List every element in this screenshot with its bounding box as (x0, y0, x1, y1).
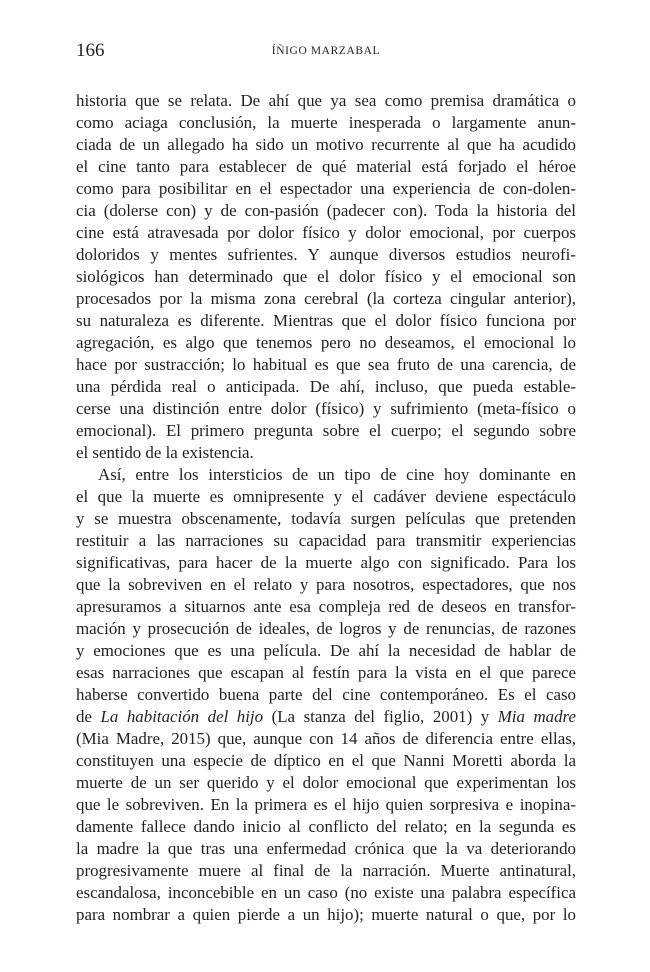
text-line: que la sobreviven en el relato y para nosotros, espectadores, que nos (76, 575, 576, 594)
text-line: y se muestra obscenamente, todavía surgen películas que pretenden (76, 509, 576, 528)
text-line: el sentido de la existencia. (76, 443, 254, 462)
text-line: la madre la que tras una enfermedad crónica que la va deteriorando (76, 839, 576, 858)
text-line: hace por sustracción; lo habitual es que sea fruto de una carencia, de (76, 355, 576, 374)
text-line: damente fallece dando inicio al conflicto del relato; en la segunda es (76, 817, 576, 836)
text-line: una pérdida real o anticipada. De ahí, incluso, que pueda estable- (76, 377, 576, 396)
paragraph-2-part-b (76, 728, 576, 926)
text-line: su naturaleza es diferente. Mientras que el dolor físico funciona por (76, 311, 576, 330)
text-line: ciada de un allegado ha sido un motivo recurrente al que ha acudido (76, 135, 576, 154)
text-line: restituir a las narraciones su capacidad para transmitir experiencias (76, 531, 576, 550)
text-line: doloridos y mentes sufrientes. Y aunque diversos estudios neurofi- (76, 245, 576, 264)
text-line: emocional). El primero pregunta sobre el cuerpo; el segundo sobre (76, 421, 576, 440)
page-header (76, 40, 576, 66)
text-line: mación y prosecución de ideales, de logros y de renuncias, de razones (76, 619, 576, 638)
text-line: siológicos han determinado que el dolor físico y el emocional son (76, 267, 576, 286)
text-line: el que la muerte es omnipresente y el cadáver deviene espectáculo (76, 487, 576, 506)
paragraph-1 (76, 90, 576, 464)
page-number: 166 (76, 40, 105, 61)
text-fragment: de (76, 707, 101, 726)
text-line: el cine tanto para establecer de qué material está forjado el héroe (76, 157, 576, 176)
text-line: cine está atravesada por dolor físico y dolor emocional, por cuerpos (76, 223, 576, 242)
text-line: historia que se relata. De ahí que ya sea como premisa dramática o (76, 91, 576, 110)
body-text (76, 90, 576, 926)
text-line: que le sobreviven. En la primera es el hijo quien sorpresiva e inopina- (76, 795, 576, 814)
text-line: como aciaga conclusión, la muerte inesperada o largamente anun- (76, 113, 576, 132)
text-line: constituyen una especie de díptico en el que Nanni Moretti aborda la (76, 751, 576, 770)
text-line: significativas, para hacer de la muerte algo con significado. Para los (76, 553, 576, 572)
running-head: ÍÑIGO MARZABAL (271, 45, 381, 57)
text-line: agregación, es algo que tenemos pero no deseamos, el emocional lo (76, 333, 576, 352)
text-line: Así, entre los intersticios de un tipo de cine hoy dominante en (98, 465, 576, 484)
text-line: escandalosa, inconcebible en un caso (no existe una palabra específica (76, 883, 576, 902)
text-line: muerte de un ser querido y el dolor emocional que experimentan los (76, 773, 576, 792)
text-line-with-titles (76, 706, 576, 728)
text-line: haberse convertido buena parte del cine contemporáneo. Es el caso (76, 685, 576, 704)
text-line: como para posibilitar en el espectador una experiencia de con-dolen- (76, 179, 576, 198)
text-fragment: (La stanza del figlio, 2001) y (263, 707, 498, 726)
text-line: para nombrar a quien pierde a un hijo); muerte natural o que, por lo (76, 905, 576, 924)
film-title: La habitación del hijo (100, 707, 264, 726)
paragraph-2-part-a (76, 464, 576, 706)
text-line: procesados por la misma zona cerebral (la corteza cingular anterior), (76, 289, 576, 308)
text-line: y emociones que es una película. De ahí la necesidad de hablar de (76, 641, 576, 660)
text-line: cia (dolerse con) y de con-pasión (padecer con). Toda la historia del (76, 201, 576, 220)
text-line: esas narraciones que escapan al festín para la vista en el que parece (76, 663, 576, 682)
text-line: apresuramos a situarnos ante esa compleja red de deseos en transfor- (76, 597, 576, 616)
film-title: Mia madre (497, 707, 576, 726)
text-line: (Mia Madre, 2015) que, aunque con 14 años de diferencia entre ellas, (76, 729, 576, 748)
text-line: progresivamente muere al final de la narración. Muerte antinatural, (76, 861, 576, 880)
paragraph-2 (76, 464, 576, 926)
text-line: cerse una distinción entre dolor (físico) y sufrimiento (meta-físico o (76, 399, 576, 418)
